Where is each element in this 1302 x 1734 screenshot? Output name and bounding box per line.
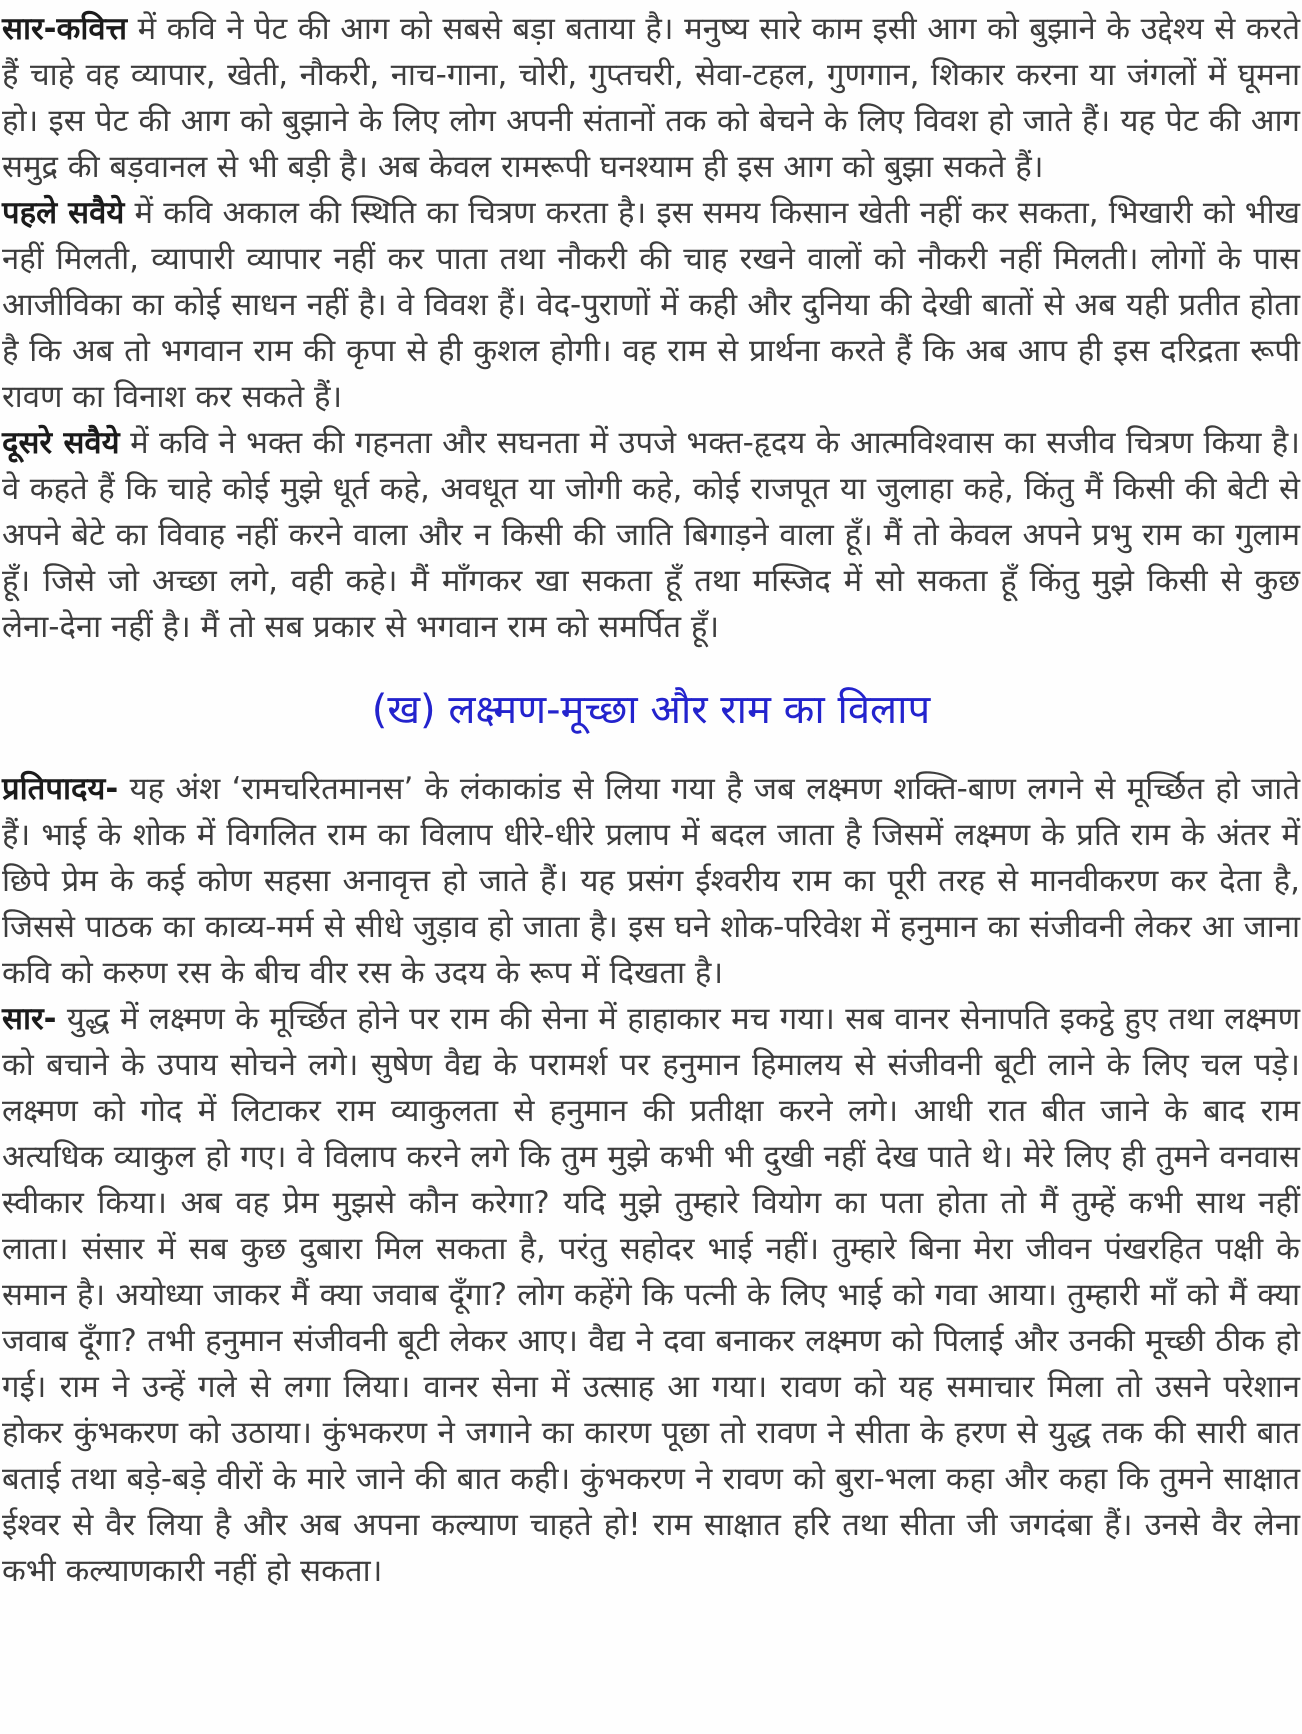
section-heading: (ख) लक्ष्मण-मूच्छा और राम का विलाप — [371, 687, 931, 733]
paragraph-lead: दूसरे सवैये — [2, 425, 120, 461]
paragraph-lead: प्रतिपादय- — [2, 771, 119, 807]
paragraph-text: युद्ध में लक्ष्मण के मूर्च्छित होने पर राम की सेना में हाहाकार मच गया। सब वानर सेनापति इकट्ठे हुए तथा लक्ष्मण को बचाने के उपाय सोचने लगे। सुषेण वैद्य के परामर्श पर हनुमान हिमालय से संजीवनी बूटी लाने के लिए चल पड़े। लक्ष्मण को गोद में लिटाकर राम व्याकुलता से हनुमान की प्रतीक्षा करने लगे। आधी रात बीत जाने के बाद राम अत्यधिक व्याकुल हो गए। वे विलाप करने लगे कि तुम मुझे कभी भी दुखी नहीं देख पाते थे। मेरे लिए ही तुमने वनवास स्वीकार किया। अब वह प्रेम मुझसे कौन करेगा? यदि मुझे तुम्हारे वियोग का पता होता तो मैं तुम्हें कभी साथ नहीं लाता। संसार में सब कुछ दुबारा मिल सकता है, परंतु सहोदर भाई नहीं। तुम्हारे बिना मेरा जीवन पंखरहित पक्षी के समान है। अयोध्या जाकर मैं क्या जवाब दूँगा? लोग कहेंगे कि पत्नी के लिए भाई को गवा आया। तुम्हारी माँ को मैं क्या जवाब दूँगा? तभी हनुमान संजीवनी बूटी लेकर आए। वैद्य ने दवा बनाकर लक्ष्मण को पिलाई और उनकी मूच्छी ठीक हो गई। राम ने उन्हें गले से लगा लिया। वानर सेना में उत्साह आ गया। रावण को यह समाचार मिला तो उसने परेशान होकर कुंभकरण को उठाया। कुंभकरण ने जगाने का कारण पूछा तो रावण ने सीता के हरण से युद्ध तक की सारी बात बताई तथा बड़े-बड़े वीरों के मारे जाने की बात कही। कुंभकरण ने रावण को बुरा-भला कहा और कहा कि तुमने साक्षात ईश्वर से वैर लिया है और अब अपना कल्याण चाहते हो! राम साक्षात हरि तथा सीता जी जगदंबा हैं। उनसे वैर लेना कभी कल्याणकारी नहीं हो सकता। — [2, 1001, 1300, 1589]
paragraph-text: में कवि अकाल की स्थिति का चित्रण करता है। इस समय किसान खेती नहीं कर सकता, भिखारी को भीख नहीं मिलती, व्यापारी व्यापार नहीं कर पाता तथा नौकरी की चाह रखने वालों को नौकरी नहीं मिलती। लोगों के पास आजीविका का कोई साधन नहीं है। वे विवश हैं। वेद-पुराणों में कही और दुनिया की देखी बातों से अब यही प्रतीत होता है कि अब तो भगवान राम की कृपा से ही कुशल होगी। वह राम से प्रार्थना करते हैं कि अब आप ही इस दरिद्रता रूपी रावण का विनाश कर सकते हैं। — [2, 195, 1300, 415]
paragraph-saar — [2, 996, 1300, 1594]
paragraph-pehle-savaiye — [2, 190, 1300, 420]
paragraph-lead: सार- — [2, 1001, 57, 1037]
paragraph-saar-kavitt — [2, 6, 1300, 190]
paragraph-pratipadya — [2, 766, 1300, 996]
paragraph-text: में कवि ने भक्त की गहनता और सघनता में उपजे भक्त-हृदय के आत्मविश्वास का सजीव चित्रण किया है। वे कहते हैं कि चाहे कोई मुझे धूर्त कहे, अवधूत या जोगी कहे, कोई राजपूत या जुलाहा कहे, किंतु मैं किसी की बेटी से अपने बेटे का विवाह नहीं करने वाला और न किसी की जाति बिगाड़ने वाला हूँ। मैं तो केवल अपने प्रभु राम का गुलाम हूँ। जिसे जो अच्छा लगे, वही कहे। मैं माँगकर खा सकता हूँ तथा मस्जिद में सो सकता हूँ किंतु मुझे किसी से कुछ लेना-देना नहीं है। मैं तो सब प्रकार से भगवान राम को समर्पित हूँ। — [2, 425, 1301, 645]
paragraph-text: यह अंश ‘रामचरितमानस’ के लंकाकांड से लिया गया है जब लक्ष्मण शक्ति-बाण लगने से मूर्च्छित हो जाते हैं। भाई के शोक में विगलित राम का विलाप धीरे-धीरे प्रलाप में बदल जाता है जिसमें लक्ष्मण के प्रति राम के अंतर में छिपे प्रेम के कई कोण सहसा अनावृत्त हो जाते हैं। यह प्रसंग ईश्वरीय राम का पूरी तरह से मानवीकरण कर देता है, जिससे पाठक का काव्य-मर्म से सीधे जुड़ाव हो जाता है। इस घने शोक-परिवेश में हनुमान का संजीवनी लेकर आ जाना कवि को करुण रस के बीच वीर रस के उदय के रूप में दिखता है। — [2, 771, 1300, 991]
paragraph-dusre-savaiye — [2, 420, 1300, 650]
paragraph-lead: पहले सवैये — [2, 195, 125, 231]
paragraph-text: में कवि ने पेट की आग को सबसे बड़ा बताया है। मनुष्य सारे काम इसी आग को बुझाने के उद्देश्य से करते हैं चाहे वह व्यापार, खेती, नौकरी, नाच-गाना, चोरी, गुप्तचरी, सेवा-टहल, गुणगान, शिकार करना या जंगलों में घूमना हो। इस पेट की आग को बुझाने के लिए लोग अपनी संतानों तक को बेचने के लिए विवश हो जाते हैं। यह पेट की आग समुद्र की बड़वानल से भी बड़ी है। अब केवल रामरूपी घनश्याम ही इस आग को बुझा सकते हैं। — [2, 11, 1300, 185]
paragraph-lead: सार-कवित्त — [2, 11, 128, 47]
